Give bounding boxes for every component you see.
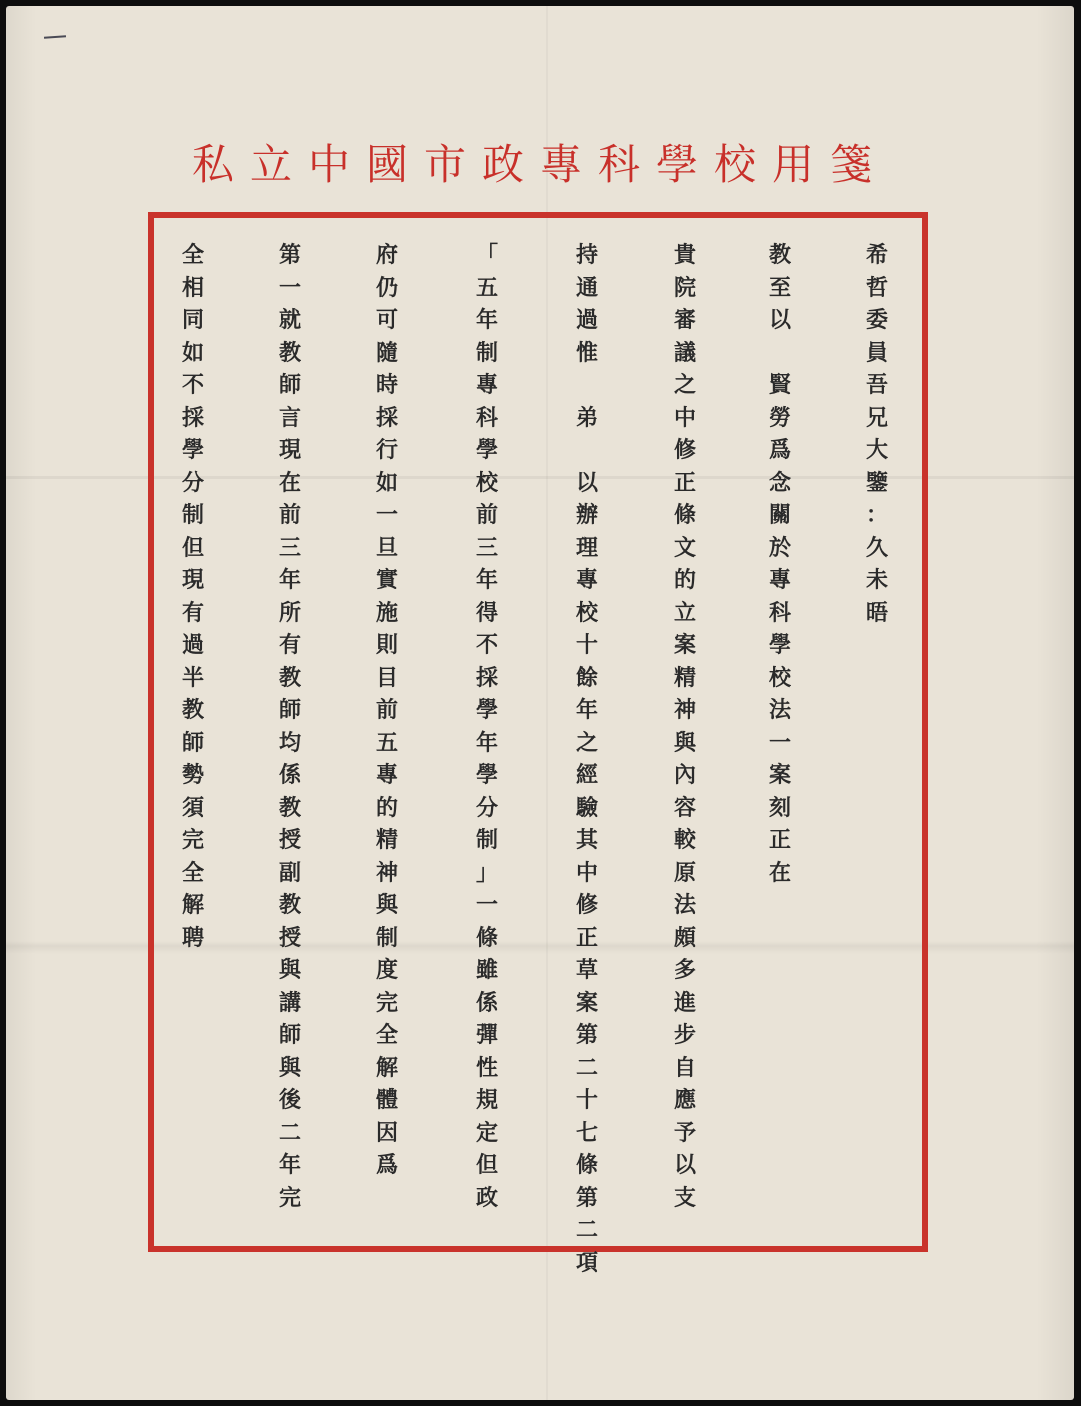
letter-column-8: 全 相 同 如 不 採 學 分 制 但 現 有 過 半 教 師 勢 須 完 全 解 聘 — [181, 243, 204, 951]
letter-column-7: 第 一 就 教 師 言 現 在 前 三 年 所 有 教 師 均 係 教 授 副 教 授 與 講 師 與 後 二 年 完 — [278, 243, 301, 1211]
letter-column-6: 府 仍 可 隨 時 採 行 如 一 旦 實 施 則 目 前 五 專 的 精 神 與 制 度 完 全 解 體 因 爲 — [375, 243, 398, 1178]
letter-frame — [148, 212, 928, 1252]
letterhead-title: 私立中國市政專科學校用箋 — [191, 140, 888, 189]
letter-column-1: 希 哲 委 員 吾 兄 大 鑒 ： 久 未 晤 — [865, 243, 888, 626]
staple-mark — [44, 35, 66, 39]
letter-column-5: 「 五 年 制 專 科 學 校 前 三 年 得 不 採 學 年 學 分 制 」 一 條 雖 係 彈 性 規 定 但 政 — [475, 243, 498, 1211]
letter-column-2: 教 至 以 賢 勞 爲 念 關 於 專 科 學 校 法 一 案 刻 正 在 — [768, 243, 791, 886]
letter-column-3: 貴 院 審 議 之 中 修 正 條 文 的 立 案 精 神 與 內 容 較 原 法 頗 多 進 步 自 應 予 以 支 — [673, 243, 696, 1211]
letter-column-4: 持 通 過 惟 弟 以 辦 理 專 校 十 餘 年 之 經 驗 其 中 修 正 草 案 第 二 十 七 條 第 二 項 — [575, 243, 598, 1276]
